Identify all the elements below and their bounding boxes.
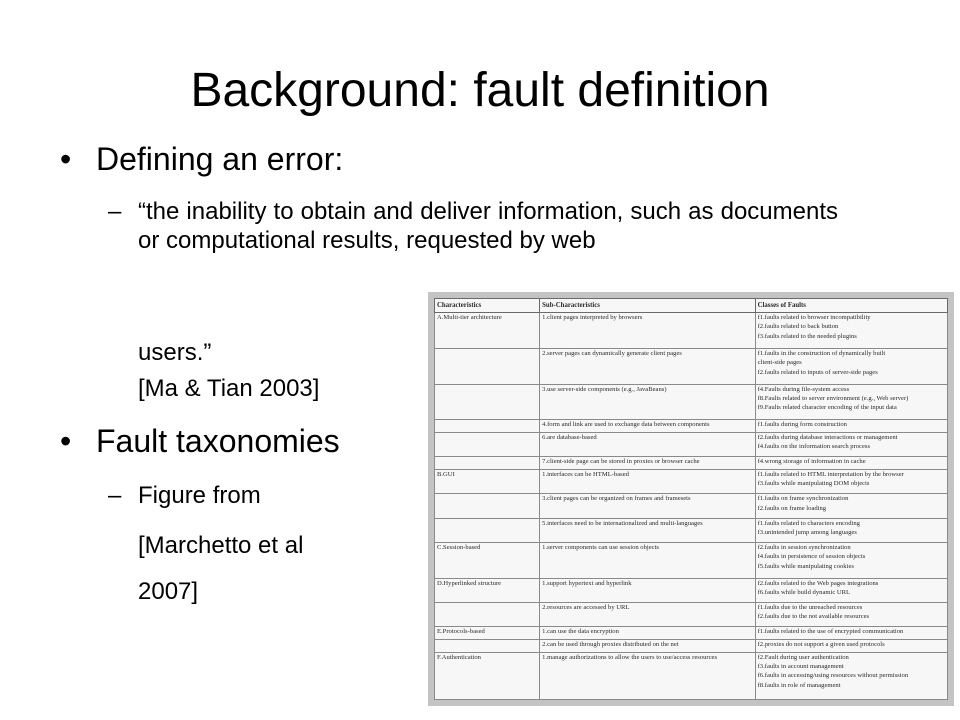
fault-class-item: f5.faults while manipulating cookies	[757, 562, 854, 570]
header-sub-characteristics: Sub-Characteristics	[540, 299, 755, 313]
fault-class-item: f2.faults related to the Web pages integrations	[757, 579, 879, 587]
fault-class-item: f3.faults related to the needed plugins	[757, 332, 857, 340]
fault-class-item: f4.faults on the information search process	[757, 443, 871, 451]
cell-fault-classes	[755, 384, 947, 420]
cell-fault-classes	[755, 627, 947, 640]
fault-class-item: f2.faults related to back button	[757, 323, 839, 331]
table-row	[435, 420, 948, 433]
dash-marker: –	[108, 198, 122, 225]
fault-class-item: f3.faults in account management	[757, 662, 844, 670]
cell-fault-classes	[755, 313, 947, 349]
cell-sub-characteristic: 2.can be used through proxies distributed on the net	[540, 639, 755, 652]
fault-class-item: f1.faults related to HTML interpretation by the browser	[757, 471, 904, 479]
cell-sub-characteristic: 1.server components can use session objects	[540, 542, 755, 578]
fault-class-item: f2.Fault during user authentication	[757, 653, 849, 661]
cell-characteristic	[435, 457, 540, 470]
cell-sub-characteristic: 6.are database-based	[540, 433, 755, 457]
cell-characteristic: F.Authentication	[435, 652, 540, 699]
cell-fault-classes	[755, 470, 947, 494]
cell-sub-characteristic: 2.resources are accessed by URL	[540, 602, 755, 626]
cell-fault-classes	[755, 494, 947, 518]
cell-fault-classes	[755, 518, 947, 542]
table-row	[435, 627, 948, 640]
cell-characteristic	[435, 639, 540, 652]
table-row	[435, 470, 948, 494]
fault-class-item: f3.unintended jump among languages	[757, 528, 857, 536]
fault-class-item: f2.faults in session synchronization	[757, 543, 851, 551]
fault-class-item: f2.faults related to inputs of server-side pages	[757, 368, 878, 376]
bullet-text: Defining an error:	[96, 141, 344, 177]
fault-class-item: f4.Faults during file-system access	[757, 385, 850, 393]
fault-class-item: f2.faults on frame loading	[757, 504, 827, 512]
cell-characteristic: C.Session-based	[435, 542, 540, 578]
fault-class-item: client-side pages	[757, 359, 802, 367]
cell-sub-characteristic: 3.client pages can be organized on frames and framesets	[540, 494, 755, 518]
table-row	[435, 542, 948, 578]
cell-sub-characteristic: 1.interfaces can be HTML-based	[540, 470, 755, 494]
bullet-marker: •	[60, 423, 72, 459]
fault-class-item: f1.faults related to browser incompatibility	[757, 314, 871, 321]
cell-fault-classes	[755, 420, 947, 433]
table-row	[435, 384, 948, 420]
fault-class-item: f8.Faults related to server environment (e.g., Web server)	[757, 394, 909, 402]
cell-sub-characteristic: 1.support hypertext and hyperlink	[540, 578, 755, 602]
fault-class-item: f1.faults during form construction	[757, 421, 847, 429]
cell-fault-classes	[755, 433, 947, 457]
cell-characteristic: D.Hyperlinked structure	[435, 578, 540, 602]
cell-characteristic: E.Protocols-based	[435, 627, 540, 640]
cell-characteristic: B.GUI	[435, 470, 540, 494]
header-characteristics: Characteristics	[435, 299, 540, 313]
cell-characteristic	[435, 384, 540, 420]
cell-fault-classes	[755, 578, 947, 602]
fault-class-item: f4.faults in persistence of session objects	[757, 553, 866, 561]
fault-class-item: f6.faults in accessing/using resources without permission	[757, 672, 909, 680]
cell-fault-classes	[755, 652, 947, 699]
figure-ref-line1: Figure from	[138, 482, 261, 509]
cell-fault-classes	[755, 602, 947, 626]
cell-sub-characteristic: 5.interfaces need to be internationalized and multi-languages	[540, 518, 755, 542]
fault-class-item: f1.faults related to characters encoding	[757, 519, 860, 527]
table-row	[435, 348, 948, 384]
fault-class-item: f1.faults on frame synchronization	[757, 495, 849, 503]
header-classes-of-faults: Classes of Faults	[755, 299, 947, 313]
table-row	[435, 313, 948, 349]
fault-class-item: f3.faults while manipulating DOM objects	[757, 480, 870, 488]
bullet-marker: •	[60, 141, 72, 177]
table-row	[435, 494, 948, 518]
quote-text: “the inability to obtain and deliver information, such as documents or computational results, requested by web	[138, 198, 838, 254]
slide-title: Background: fault definition	[190, 64, 770, 117]
bullet-fault-taxonomies	[60, 422, 340, 460]
fault-class-item: f1.faults due to the unreached resources	[757, 603, 863, 611]
table-body	[435, 313, 948, 700]
quote-users-line: users.”	[138, 339, 212, 366]
figure-ref-line3: 2007]	[138, 578, 199, 605]
fault-class-item: f2.proxies do not support a given used protocols	[757, 640, 885, 648]
bullet-text: Fault taxonomies	[96, 423, 340, 459]
figure-ref-item	[108, 481, 261, 510]
cell-sub-characteristic: 7.client-side page can be stored in proxies or browser cache	[540, 457, 755, 470]
cell-characteristic	[435, 494, 540, 518]
table-header-row	[435, 299, 948, 313]
cell-sub-characteristic: 1.manage authorizations to allow the users to use/access resources	[540, 652, 755, 699]
cell-sub-characteristic: 3.use server-side components (e.g., JavaBeans)	[540, 384, 755, 420]
fault-taxonomy-figure	[428, 292, 954, 706]
figure-ref-line2: [Marchetto et al	[138, 532, 304, 559]
fault-class-item: f2.faults due to the not available resources	[757, 613, 870, 621]
table-row	[435, 652, 948, 699]
cell-fault-classes	[755, 542, 947, 578]
cell-characteristic	[435, 518, 540, 542]
cell-fault-classes	[755, 348, 947, 384]
fault-class-item: f2.faults during database interactions or management	[757, 434, 898, 442]
fault-taxonomy-table	[434, 298, 948, 700]
fault-class-item: f1.faults related to the use of encrypted communication	[757, 628, 904, 636]
cell-fault-classes	[755, 639, 947, 652]
table-row	[435, 602, 948, 626]
cell-characteristic	[435, 348, 540, 384]
cell-fault-classes	[755, 457, 947, 470]
quote-citation: [Ma & Tian 2003]	[138, 375, 320, 402]
cell-characteristic	[435, 602, 540, 626]
table-row	[435, 518, 948, 542]
fault-class-item: f6.faults while build dynamic URL	[757, 589, 851, 596]
fault-class-item: f4.wrong storage of information in cache	[757, 458, 866, 466]
table-row	[435, 578, 948, 602]
fault-class-item: f8.faults in role of management	[757, 681, 841, 689]
dash-marker: –	[108, 482, 122, 509]
cell-sub-characteristic: 4.form and link are used to exchange data between components	[540, 420, 755, 433]
cell-sub-characteristic: 1.client pages interpreted by browsers	[540, 313, 755, 349]
fault-class-item: f1.faults in the construction of dynamically built	[757, 349, 886, 357]
cell-characteristic: A.Multi-tier architecture	[435, 313, 540, 349]
table-row	[435, 457, 948, 470]
cell-sub-characteristic: 2.server pages can dynamically generate client pages	[540, 348, 755, 384]
bullet-defining-error	[60, 140, 344, 178]
fault-class-item: f9.Faults related character encoding of the input data	[757, 404, 897, 412]
cell-characteristic	[435, 433, 540, 457]
table-row	[435, 639, 948, 652]
table-row	[435, 433, 948, 457]
cell-characteristic	[435, 420, 540, 433]
cell-sub-characteristic: 1.can use the data encryption	[540, 627, 755, 640]
